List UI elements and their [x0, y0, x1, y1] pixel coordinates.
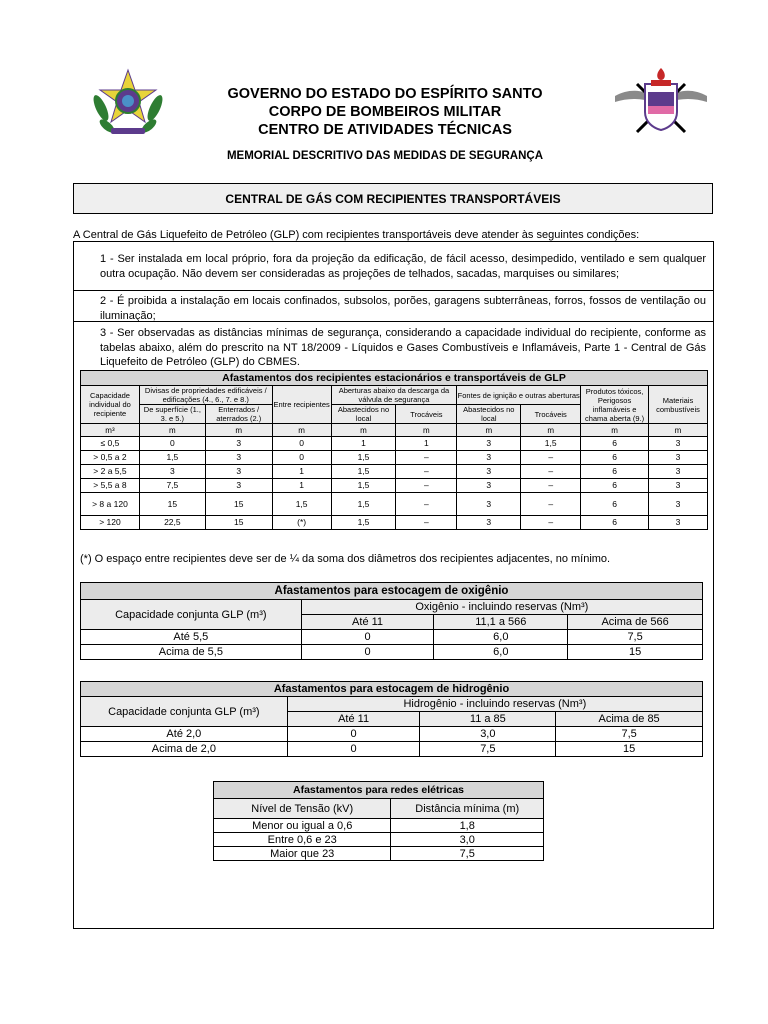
unit-cell: m — [521, 424, 581, 437]
cell: 3 — [457, 493, 521, 516]
unit-cell: m — [331, 424, 396, 437]
cell: 1,5 — [331, 451, 396, 465]
header-cell: Entre recipientes — [272, 386, 331, 424]
cell: – — [521, 465, 581, 479]
cell: 7,5 — [391, 847, 544, 861]
header-cell: Trocáveis — [521, 405, 581, 424]
header-cell: Hidrogênio - incluindo reservas (Nm³) — [287, 697, 702, 712]
cell: 1,5 — [331, 479, 396, 493]
cell: 1,8 — [391, 819, 544, 833]
header-cell: Capacidade individual do recipiente — [81, 386, 140, 424]
cell: – — [396, 493, 457, 516]
cell: 3 — [457, 516, 521, 530]
cell: 1 — [331, 437, 396, 451]
cell: > 0,5 a 2 — [81, 451, 140, 465]
table-row — [81, 630, 703, 645]
cell: 3 — [457, 437, 521, 451]
cell: > 120 — [81, 516, 140, 530]
header-line-center: CENTRO DE ATIVIDADES TÉCNICAS — [258, 122, 512, 138]
cell: Maior que 23 — [214, 847, 391, 861]
cell: 7,5 — [568, 630, 703, 645]
cell: 0 — [287, 742, 420, 757]
table-caption: Afastamentos para estocagem de hidrogênio — [81, 682, 703, 697]
government-header — [150, 85, 620, 139]
cell: 3 — [205, 465, 272, 479]
unit-cell: m — [272, 424, 331, 437]
divider-1 — [73, 290, 714, 291]
table-caption: Afastamentos dos recipientes estacionários e transportáveis de GLP — [81, 371, 708, 386]
header-cell: Capacidade conjunta GLP (m³) — [81, 697, 288, 727]
divider-2 — [73, 321, 714, 322]
cell: > 8 a 120 — [81, 493, 140, 516]
header-cell: Nível de Tensão (kV) — [214, 799, 391, 819]
header-cell: Divisas de propriedades edificáveis / edificações (4., 6., 7. e 8.) — [139, 386, 272, 405]
cell: 1,5 — [331, 465, 396, 479]
cell: 3 — [649, 493, 708, 516]
electrical-distances-table — [213, 781, 544, 861]
cell: Até 5,5 — [81, 630, 302, 645]
cell: 3 — [649, 516, 708, 530]
cell: – — [521, 516, 581, 530]
cell: 0 — [139, 437, 205, 451]
condition-1: 1 - Ser instalada em local próprio, fora da projeção da edificação, de fácil acesso, desimpedido, ventilado e sem qualquer outra ocupação. Não devem ser consideradas as projeções de telhados, sacadas, marquises ou similares; — [100, 253, 706, 280]
intro-text: A Central de Gás Liquefeito de Petróleo (GLP) com recipientes transportáveis deve atender às seguintes condições: — [73, 229, 640, 241]
cell: 15 — [205, 493, 272, 516]
table-row — [81, 742, 703, 757]
cell: 1,5 — [331, 493, 396, 516]
header-cell: Enterrados / aterrados (2.) — [205, 405, 272, 424]
header-line-government: GOVERNO DO ESTADO DO ESPÍRITO SANTO — [227, 86, 543, 102]
table-row — [81, 727, 703, 742]
cell: 3 — [205, 451, 272, 465]
table-footnote: (*) O espaço entre recipientes deve ser de ¼ da soma dos diâmetros dos recipientes adjacentes, no mínimo. — [80, 553, 611, 565]
condition-3: 3 - Ser observadas as distâncias mínimas de segurança, considerando a capacidade individual do recipiente, conforme as tabelas abaixo, além do prescrito na NT 18/2009 - Líquidos e Gases Combustíveis e Inflamáveis, Parte 1 - Central de Gás Liquefeito de Petróleo (GLP) do CBMES. — [100, 327, 706, 368]
cell: 1,5 — [331, 516, 396, 530]
unit-cell: m — [396, 424, 457, 437]
cell: 3 — [139, 465, 205, 479]
header-line-bombeiros: CORPO DE BOMBEIROS MILITAR — [268, 104, 502, 120]
cell: 1,5 — [139, 451, 205, 465]
unit-cell: m — [457, 424, 521, 437]
table-row — [81, 437, 708, 451]
cell: – — [396, 465, 457, 479]
cell: – — [521, 479, 581, 493]
cell: 15 — [205, 516, 272, 530]
cell: 6,0 — [434, 645, 568, 660]
cell: 7,5 — [420, 742, 556, 757]
cell: 3,0 — [420, 727, 556, 742]
cell: – — [396, 516, 457, 530]
header-cell: Fontes de ignição e outras aberturas — [457, 386, 581, 405]
cell: 3 — [649, 465, 708, 479]
cell: 7,5 — [556, 727, 703, 742]
cell: 15 — [556, 742, 703, 757]
table-row — [81, 451, 708, 465]
cell: 15 — [568, 645, 703, 660]
cell: 3 — [457, 465, 521, 479]
header-cell: Distância mínima (m) — [391, 799, 544, 819]
cell: 0 — [272, 437, 331, 451]
cell: 3 — [205, 479, 272, 493]
cell: – — [521, 451, 581, 465]
cell: 3 — [649, 479, 708, 493]
cell: 3 — [205, 437, 272, 451]
header-cell: Trocáveis — [396, 405, 457, 424]
table-caption: Afastamentos para redes elétricas — [214, 782, 544, 799]
header-cell: Produtos tóxicos, Perigosos inflamáveis e chama aberta (9.) — [581, 386, 649, 424]
cell: 0 — [287, 727, 420, 742]
header-cell: Oxigênio - incluindo reservas (Nm³) — [301, 600, 702, 615]
table-row — [214, 833, 544, 847]
bombeiros-emblem-logo — [609, 66, 713, 138]
unit-cell: m — [205, 424, 272, 437]
cell: 1 — [396, 437, 457, 451]
header-cell: Até 11 — [301, 615, 434, 630]
cell: 1 — [272, 479, 331, 493]
cell: – — [396, 479, 457, 493]
cell: 0 — [301, 645, 434, 660]
cell: ≤ 0,5 — [81, 437, 140, 451]
cell: 6 — [581, 451, 649, 465]
table-row — [214, 847, 544, 861]
cell: 3,0 — [391, 833, 544, 847]
units-row — [81, 424, 708, 437]
cell: 3 — [457, 479, 521, 493]
cell: – — [521, 493, 581, 516]
table-row — [81, 479, 708, 493]
cell: Acima de 2,0 — [81, 742, 288, 757]
header-cell: Capacidade conjunta GLP (m³) — [81, 600, 302, 630]
table-row — [81, 465, 708, 479]
condition-2: 2 - É proibida a instalação em locais confinados, subsolos, porões, garagens subterrâneas, forros, fossos de ventilação ou iluminação; — [100, 295, 706, 322]
unit-cell: m³ — [81, 424, 140, 437]
header-cell: Acima de 85 — [556, 712, 703, 727]
cell: 1 — [272, 465, 331, 479]
table-row — [81, 645, 703, 660]
hydrogen-distances-table — [80, 681, 703, 757]
header-cell: Abastecidos no local — [331, 405, 396, 424]
cell: Acima de 5,5 — [81, 645, 302, 660]
memorial-title: MEMORIAL DESCRITIVO DAS MEDIDAS DE SEGURANÇA — [226, 150, 544, 162]
cell: Entre 0,6 e 23 — [214, 833, 391, 847]
table-row — [81, 493, 708, 516]
cell: 15 — [139, 493, 205, 516]
cell: 1,5 — [272, 493, 331, 516]
cell: 6,0 — [434, 630, 568, 645]
glp-distances-table — [80, 370, 708, 530]
header-cell: Abastecidos no local — [457, 405, 521, 424]
header-cell: Até 11 — [287, 712, 420, 727]
cell: 7,5 — [139, 479, 205, 493]
cell: 22,5 — [139, 516, 205, 530]
header-cell: De superfície (1., 3. e 5.) — [139, 405, 205, 424]
table-row — [214, 819, 544, 833]
cell: > 5,5 a 8 — [81, 479, 140, 493]
header-cell: Acima de 566 — [568, 615, 703, 630]
cell: (*) — [272, 516, 331, 530]
oxygen-distances-table — [80, 582, 703, 660]
cell: 6 — [581, 465, 649, 479]
header-cell: Aberturas abaixo da descarga da válvula de segurança — [331, 386, 457, 405]
cell: 6 — [581, 493, 649, 516]
cell: 6 — [581, 437, 649, 451]
cell: > 2 a 5,5 — [81, 465, 140, 479]
header-cell: 11 a 85 — [420, 712, 556, 727]
cell: 6 — [581, 516, 649, 530]
cell: 0 — [301, 630, 434, 645]
cell: 6 — [581, 479, 649, 493]
unit-cell: m — [139, 424, 205, 437]
cell: – — [396, 451, 457, 465]
cell: Menor ou igual a 0,6 — [214, 819, 391, 833]
cell: 3 — [649, 451, 708, 465]
cell: 1,5 — [521, 437, 581, 451]
unit-cell: m — [649, 424, 708, 437]
header-cell: 11,1 a 566 — [434, 615, 568, 630]
table-row — [81, 516, 708, 530]
table-caption: Afastamentos para estocagem de oxigênio — [81, 583, 703, 600]
cell: 3 — [457, 451, 521, 465]
cell: Até 2,0 — [81, 727, 288, 742]
section-title: CENTRAL DE GÁS COM RECIPIENTES TRANSPORTÁVEIS — [225, 191, 561, 206]
cell: 3 — [649, 437, 708, 451]
cell: 0 — [272, 451, 331, 465]
header-cell: Materiais combustíveis — [649, 386, 708, 424]
section-title-box — [73, 183, 713, 214]
unit-cell: m — [581, 424, 649, 437]
